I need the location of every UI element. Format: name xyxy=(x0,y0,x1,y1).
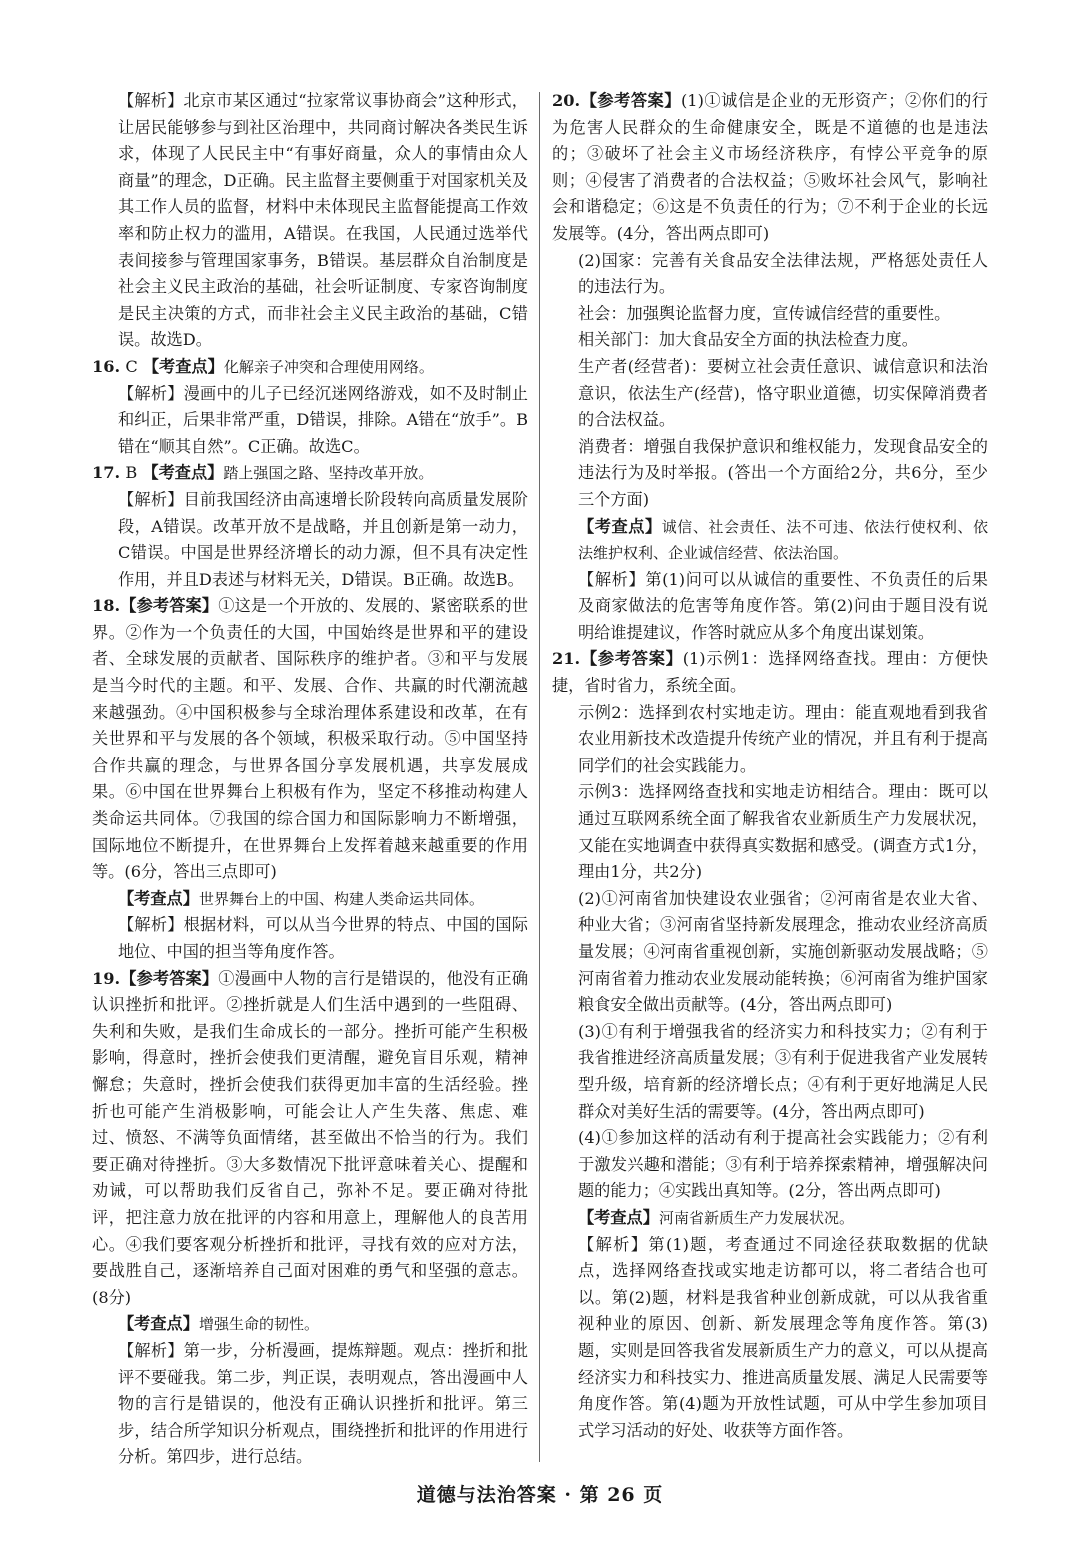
q18-number: 18. xyxy=(92,596,121,616)
q19-analysis: 【解析】第一步，分析漫画，提炼辩题。观点：挫折和批评不要碰我。第二步，判正误，表明观点，答出漫画中人物的言行是错误的，他没有正确认识挫折和批评。第三步，结合所学知识分析观点，围绕挫折和批评的作用进行分析。第四步，进行总结。 xyxy=(118,1340,528,1467)
q20-keypoint-line xyxy=(552,514,988,567)
q17-number: 17. xyxy=(92,463,121,483)
q18-keypoint-line xyxy=(92,886,528,913)
q20-answer-tag: 【参考答案】 xyxy=(580,91,681,110)
q21-part1: (1)示例1：选择网络查找。理由：方便快捷，省时省力，系统全面。 xyxy=(552,649,988,696)
q16-answer: C xyxy=(125,356,138,376)
q19-keypoint-tag: 【考查点】 xyxy=(118,1314,199,1334)
q18-answer-tag: 【参考答案】 xyxy=(120,596,219,616)
q16-number: 16. xyxy=(92,356,121,376)
right-column xyxy=(552,88,988,1444)
q16-analysis: 【解析】漫画中的儿子已经沉迷网络游戏，如不及时制止和纠正，后果非常严重，D错误，排除。A错在“放手”。B错在“顺其自然”。C正确。故选C。 xyxy=(118,383,528,456)
q19-number: 19. xyxy=(92,968,121,988)
q21-part3: 示例3：选择网络查找和实地走访相结合。理由：既可以通过互联网系统全面了解我省农业新质生产力发展状况，又能在实地调查中获得真实数据和感受。(调查方式1分，理由1分，共2分) xyxy=(578,782,988,882)
left-column xyxy=(92,88,528,1471)
q21-answer xyxy=(552,646,988,699)
q20-part4: 相关部门：加大食品安全方面的执法检查力度。 xyxy=(578,330,918,350)
q21-number: 21. xyxy=(552,649,581,669)
q18-answer xyxy=(92,593,528,886)
q18-keypoint: 世界舞台上的中国、构建人类命运共同体。 xyxy=(198,889,484,908)
q17-keypoint: 踏上强国之路、坚持改革开放。 xyxy=(223,464,434,483)
q16-header xyxy=(92,354,528,381)
q21-part2: 示例2：选择到农村实地走访。理由：能直观地看到我省农业用新技术改造提升传统产业的情况，并且有利于提高同学们的社会实践能力。 xyxy=(578,702,988,775)
q19-answer xyxy=(92,966,528,1312)
q17-header xyxy=(92,460,528,487)
q21-keypoint-tag: 【考查点】 xyxy=(578,1207,659,1227)
q17-answer: B xyxy=(125,463,138,483)
q21-keypoint-line xyxy=(552,1205,988,1232)
q20-answer xyxy=(552,88,988,248)
q19-answer-tag: 【参考答案】 xyxy=(120,968,219,988)
q20-part6: 消费者：增强自我保护意识和维权能力，发现食品安全的违法行为及时举报。(答出一个方面给2分，共6分，至少三个方面) xyxy=(578,436,988,509)
q17-keypoint-tag: 【考查点】 xyxy=(142,463,224,483)
q16-keypoint: 化解亲子冲突和合理使用网络。 xyxy=(223,357,434,376)
q20-part3: 社会：加强舆论监督力度，宣传诚信经营的重要性。 xyxy=(578,303,951,323)
q20-keypoint-tag: 【考查点】 xyxy=(578,516,662,536)
q21-analysis: 【解析】第(1)题，考查通过不同途径获取数据的优缺点，选择网络查找或实地走访都可以，将二者结合也可以。第(2)题，材料是我省种业创新成就，可以从我省重视种业的原因、创新、新发展理念等角度作答。第(3)题，实则是回答我省发展新质生产力的意义，可以从提高经济实力和科技实力、推进高质量发展、满足人民需要等角度作答。第(4)题为开放性试题，可从中学生参加项目式学习活动的好处、收获等方面作答。 xyxy=(578,1234,988,1440)
column-divider xyxy=(539,92,540,1462)
q15-analysis: 【解析】北京市某区通过“拉家常议事协商会”这种形式，让居民能够参与到社区治理中，共同商讨解决各类民生诉求，体现了人民民主中“有事好商量，众人的事情由众人商量”的理念，D正确。民主监督主要侧重于对国家机关及其工作人员的监督，材料中未体现民主监督能提高工作效率和防止权力的滥用，A错误。在我国，人民通过选举代表间接参与管理国家事务，B错误。基层群众自治制度是社会主义民主政治的基础，社会听证制度、专家咨询制度是民主决策的方式，而非社会主义民主政治的基础，C错误。故选D。 xyxy=(118,91,528,350)
q18-keypoint-tag: 【考查点】 xyxy=(118,888,199,908)
page-footer: 道德与法治答案 · 第 26 页 xyxy=(416,1484,664,1506)
q20-analysis: 【解析】第(1)问可以从诚信的重要性、不负责任的后果及商家做法的危害等角度作答。第(2)问由于题目没有说明给谁提建议，作答时就应从多个角度出谋划策。 xyxy=(578,569,988,642)
q18-analysis: 【解析】根据材料，可以从当今世界的特点、中国的国际地位、中国的担当等角度作答。 xyxy=(118,915,528,961)
q19-keypoint: 增强生命的韧性。 xyxy=(198,1315,319,1334)
q21-answer-tag: 【参考答案】 xyxy=(580,649,683,669)
q20-part2: (2)国家：完善有关食品安全法律法规，严格惩处责任人的违法行为。 xyxy=(578,250,988,297)
q20-keypoint: 诚信、社会责任、法不可违、依法行使权利、依法维护权利、企业诚信经营、依法治国。 xyxy=(578,517,988,563)
q20-number: 20. xyxy=(552,91,581,110)
q19-answer-text: ①漫画中人物的言行是错误的，他没有正确认识挫折和批评。②挫折就是人们生活中遇到的一些阻碍、失利和失败，是我们生命成长的一部分。挫折可能产生积极影响，得意时，挫折会使我们更清醒，避免盲目乐观，精神懈怠；失意时，挫折会使我们获得更加丰富的生活经验。挫折也可能产生消极影响，可能会让人产生失落、焦虑、难过、愤怒、不满等负面情绪，甚至做出不恰当的行为。我们要正确对待挫折。③大多数情况下批评意味着关心、提醒和劝诫，可以帮助我们反省自己，弥补不足。要正确对待批评，把注意力放在批评的内容和用意上，理解他人的良苦用心。④我们要客观分析挫折和批评，寻找有效的应对方法，要战胜自己，逐渐培养自己面对困难的勇气和坚强的意志。(8分) xyxy=(92,968,529,1307)
q21-part5: (3)①有利于增强我省的经济实力和科技实力；②有利于我省推进经济高质量发展；③有利于促进我省产业发展转型升级，培育新的经济增长点；④有利于更好地满足人民群众对美好生活的需要等。(4分，答出两点即可) xyxy=(578,1021,988,1121)
q21-part6: (4)①参加这样的活动有利于提高社会实践能力；②有利于激发兴趣和潜能；③有利于培养探索精神，增强解决问题的能力；④实践出真知等。(2分，答出两点即可) xyxy=(578,1128,988,1201)
q18-answer-text: ①这是一个开放的、发展的、紧密联系的世界。②作为一个负责任的大国，中国始终是世界和平的建设者、全球发展的贡献者、国际秩序的维护者。③和平与发展是当今时代的主题。和平、发展、合作、共赢的时代潮流越来越强劲。④中国积极参与全球治理体系建设和改革，在有关世界和平与发展的各个领域，积极采取行动。⑤中国坚持合作共赢的理念，与世界各国分享发展机遇，共享发展成果。⑥中国在世界舞台上积极有作为，坚定不移推动构建人类命运共同体。⑦我国的综合国力和国际影响力不断增强，国际地位不断提升，在世界舞台上发挥着越来越重要的作用等。(6分，答出三点即可) xyxy=(92,596,529,882)
q16-keypoint-tag: 【考查点】 xyxy=(142,356,224,376)
q17-analysis: 【解析】目前我国经济由高速增长阶段转向高质量发展阶段，A错误。改革开放不是战略，并且创新是第一动力，C错误。中国是世界经济增长的动力源，但不具有决定性作用，并且D表述与材料无关，D错误。B正确。故选B。 xyxy=(118,489,528,589)
q20-part1: (1)①诚信是企业的无形资产；②你们的行为危害人民群众的生命健康安全，既是不道德的也是违法的；③破坏了社会主义市场经济秩序，有悖公平竞争的原则；④侵害了消费者的合法权益；⑤败坏社会风气，影响社会和谐稳定；⑥这是不负责任的行为；⑦不利于企业的长远发展等。(4分，答出两点即可) xyxy=(552,91,988,243)
q21-keypoint: 河南省新质生产力发展状况。 xyxy=(658,1208,854,1227)
q21-part4: (2)①河南省加快建设农业强省；②河南省是农业大省、种业大省；③河南省坚持新发展理念，推动农业经济高质量发展；④河南省重视创新，实施创新驱动发展战略；⑤河南省着力推动农业发展动能转换；⑥河南省为维护国家粮食安全做出贡献等。(4分，答出两点即可) xyxy=(578,888,988,1015)
q20-part5: 生产者(经营者)：要树立社会责任意识、诚信意识和法治意识，依法生产(经营)，恪守职业道德，切实保障消费者的合法权益。 xyxy=(578,356,988,430)
q19-keypoint-line xyxy=(92,1311,528,1338)
